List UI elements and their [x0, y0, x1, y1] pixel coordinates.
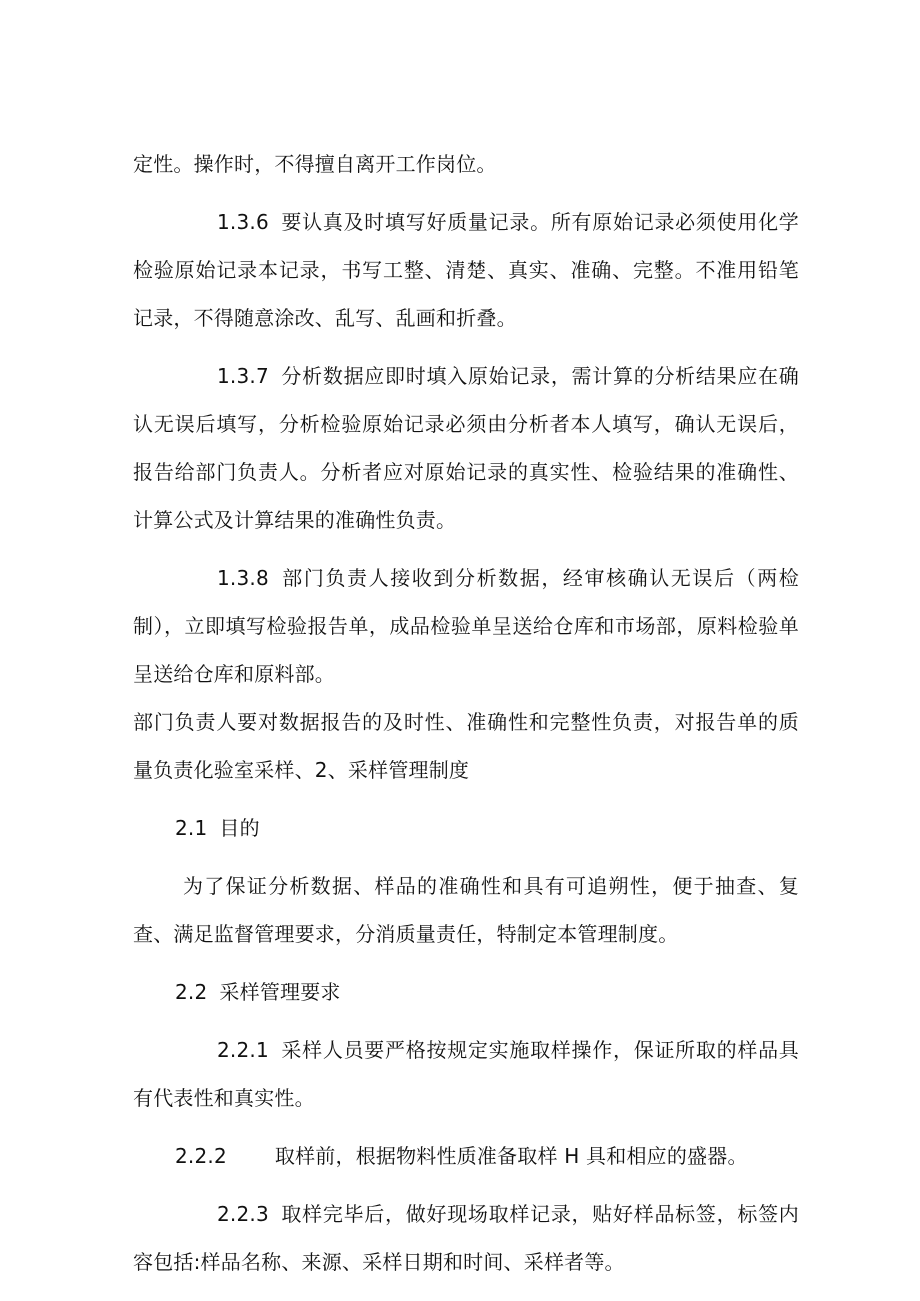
section-number: 2.2: [175, 980, 208, 1004]
paragraph: [133, 1190, 799, 1286]
section-number: 1.3.8: [217, 566, 269, 590]
section-number: 1.3.6: [217, 210, 269, 234]
paragraph: [133, 140, 799, 188]
document-body: [133, 140, 799, 1286]
section-number: 2.2.2: [175, 1144, 227, 1168]
paragraph-text: 部门负责人要对数据报告的及时性、准确性和完整性负责，对报告单的质量负责化验室采样、2、采样管理制度: [133, 710, 799, 782]
paragraph-text: 定性。操作时，不得擅自离开工作岗位。: [133, 152, 497, 176]
section-title: 采样管理要求: [219, 980, 341, 1004]
paragraph: [133, 198, 799, 342]
paragraph-text: 分析数据应即时填入原始记录，需计算的分析结果应在确认无误后填写，分析检验原始记录必须由分析者本人填写，确认无误后，报告给部门负责人。分析者应对原始记录的真实性、检验结果的准确性、计算公式及计算结果的准确性负责。: [133, 364, 799, 532]
paragraph-text: 要认真及时填写好质量记录。所有原始记录必须使用化学检验原始记录本记录，书写工整、清楚、真实、准确、完整。不准用铅笔记录，不得随意涂改、乱写、乱画和折叠。: [133, 210, 799, 330]
section-number: 2.2.3: [217, 1202, 269, 1226]
section-number: 2.2.1: [217, 1038, 269, 1062]
section-heading: [133, 804, 799, 852]
paragraph: [133, 1026, 799, 1122]
section-heading: [133, 968, 799, 1016]
paragraph-text: 取样完毕后，做好现场取样记录，贴好样品标签，标签内容包括:样品名称、来源、采样日期和时间、采样者等。: [133, 1202, 799, 1274]
section-number: 1.3.7: [217, 364, 269, 388]
paragraph: [133, 1132, 799, 1180]
paragraph: [133, 862, 799, 958]
paragraph-text: 采样人员要严格按规定实施取样操作，保证所取的样品具有代表性和真实性。: [133, 1038, 799, 1110]
section-number: 2.1: [175, 816, 208, 840]
paragraph: [133, 554, 799, 698]
paragraph: [133, 352, 799, 544]
section-title: 目的: [219, 816, 260, 840]
paragraph-text: 为了保证分析数据、样品的准确性和具有可追朔性，便于抽查、复查、满足监督管理要求，分消质量责任，特制定本管理制度。: [133, 874, 799, 946]
paragraph: [133, 698, 799, 794]
paragraph-text: 取样前，根据物料性质准备取样 H 具和相应的盛器。: [274, 1144, 748, 1168]
paragraph-text: 部门负责人接收到分析数据，经审核确认无误后（两检制），立即填写检验报告单，成品检验单呈送给仓库和市场部，原料检验单呈送给仓库和原料部。: [133, 566, 799, 686]
